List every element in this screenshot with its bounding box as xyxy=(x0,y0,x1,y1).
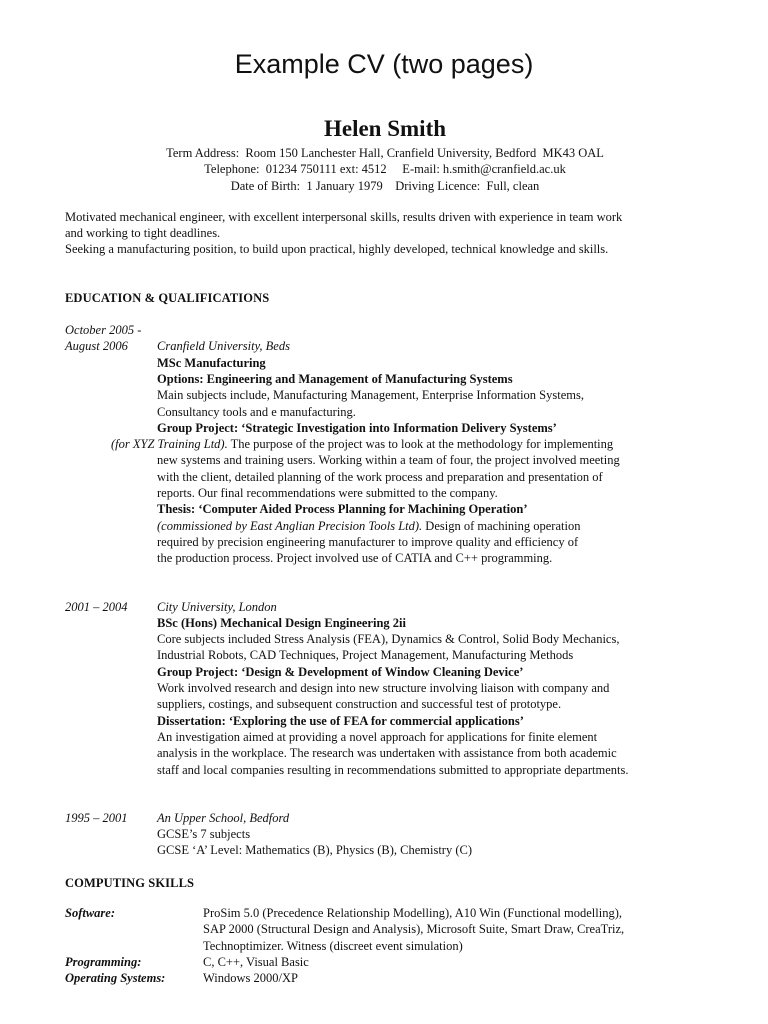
entry-date: 2001 – 2004 xyxy=(65,599,128,614)
education-heading: EDUCATION & QUALIFICATIONS xyxy=(65,290,270,305)
institution-name: An Upper School, Bedford xyxy=(157,810,290,825)
skill-label: Operating Systems: xyxy=(65,971,166,986)
group-project-line: with the client, detailed planning of the work process and preparation and presentation of xyxy=(157,469,603,484)
skill-value-line: C, C++, Visual Basic xyxy=(203,954,309,969)
group-project-line: (for XYZ Training Ltd). The purpose of the project was to look at the methodology for implementing xyxy=(111,437,614,452)
skill-label: Programming: xyxy=(65,954,142,969)
birth-licence-line: Date of Birth: 1 January 1979 Driving Licence: Full, clean xyxy=(230,178,540,193)
thesis-sponsor: (commissioned by East Anglian Precision Tools Ltd). xyxy=(157,518,423,533)
skill-value-line: Windows 2000/XP xyxy=(203,971,298,986)
project-sponsor: (for XYZ Training Ltd). xyxy=(111,437,228,452)
skill-row-programming xyxy=(65,954,705,970)
skill-row-software xyxy=(65,905,705,954)
thesis-title: Thesis: ‘Computer Aided Process Planning for Machining Operation’ xyxy=(157,502,528,517)
dissertation-line: analysis in the workplace. The research was undertaken with assistance from both academic xyxy=(157,746,617,761)
summary-line: and working to tight deadlines. xyxy=(65,226,221,241)
skill-value-line: Technoptimizer. Witness (discreet event simulation) xyxy=(203,938,463,953)
institution-name: Cranfield University, Beds xyxy=(157,339,290,354)
computing-heading: COMPUTING SKILLS xyxy=(65,875,195,890)
entry-date: August 2006 xyxy=(65,339,128,354)
contact-block xyxy=(65,145,705,194)
entry-date: 1995 – 2001 xyxy=(65,810,128,825)
degree-title: MSc Manufacturing xyxy=(157,355,266,370)
education-entry-city xyxy=(65,599,705,778)
subjects-line: Consultancy tools and e manufacturing. xyxy=(157,404,356,419)
subjects-line: Main subjects include, Manufacturing Management, Enterprise Information Systems, xyxy=(157,388,584,403)
summary-line: Seeking a manufacturing position, to build upon practical, highly developed, technical knowledge and skills. xyxy=(65,242,609,257)
education-entry-cranfield xyxy=(65,322,705,566)
group-project-title: Group Project: ‘Design & Development of Window Cleaning Device’ xyxy=(157,664,524,679)
dissertation-title: Dissertation: ‘Exploring the use of FEA for commercial applications’ xyxy=(157,713,524,728)
summary-line: Motivated mechanical engineer, with excellent interpersonal skills, results driven with experience in team work xyxy=(65,209,623,224)
skill-value-line: SAP 2000 (Structural Design and Analysis), Microsoft Suite, Smart Draw, CreaTriz, xyxy=(203,922,625,937)
degree-title: BSc (Hons) Mechanical Design Engineering 2ii xyxy=(157,615,406,630)
cv-name: Helen Smith xyxy=(323,116,447,141)
institution-name: City University, London xyxy=(157,599,277,614)
group-project-line: reports. Our final recommendations were submitted to the company. xyxy=(157,486,498,501)
dissertation-line: staff and local companies resulting in recommendations submitted to appropriate departments. xyxy=(157,762,629,777)
term-address-line: Term Address: Room 150 Lanchester Hall, Cranfield University, Bedford MK43 OAL xyxy=(166,146,604,160)
thesis-line: (commissioned by East Anglian Precision Tools Ltd). Design of machining operation xyxy=(157,518,581,533)
thesis-line: the production process. Project involved use of CATIA and C++ programming. xyxy=(157,551,553,566)
entry-date: October 2005 - xyxy=(65,323,142,338)
degree-options: Options: Engineering and Management of Manufacturing Systems xyxy=(157,371,513,386)
group-project-line: suppliers, costings, and subsequent construction and successful test of prototype. xyxy=(157,697,562,712)
skill-value-line: ProSim 5.0 (Precedence Relationship Modelling), A10 Win (Functional modelling), xyxy=(203,905,623,920)
telephone-email-line: Telephone: 01234 750111 ext: 4512 E-mail: h.smith@cranfield.ac.uk xyxy=(204,162,566,177)
profile-summary xyxy=(65,209,705,258)
skill-row-os xyxy=(65,970,705,986)
cv-document xyxy=(65,113,705,986)
dissertation-line: An investigation aimed at providing a novel approach for applications for finite element xyxy=(157,729,598,744)
subjects-line: Industrial Robots, CAD Techniques, Project Management, Manufacturing Methods xyxy=(157,648,574,663)
qualification-line: GCSE ‘A’ Level: Mathematics (B), Physics (B), Chemistry (C) xyxy=(157,843,473,858)
computing-skills xyxy=(65,905,705,986)
group-project-line: new systems and training users. Working within a team of four, the project involved meeting xyxy=(157,453,620,468)
thesis-line: required by precision engineering manufacturer to improve quality and efficiency of xyxy=(157,534,579,549)
page-title: Example CV (two pages) xyxy=(234,49,534,79)
qualification-line: GCSE’s 7 subjects xyxy=(157,827,251,842)
education-entry-school xyxy=(65,810,705,859)
subjects-line: Core subjects included Stress Analysis (FEA), Dynamics & Control, Solid Body Mechanics, xyxy=(157,632,620,647)
group-project-line: Work involved research and design into new structure involving liaison with company and xyxy=(157,681,610,696)
group-project-title: Group Project: ‘Strategic Investigation into Information Delivery Systems’ xyxy=(157,420,557,435)
skill-label: Software: xyxy=(65,905,115,920)
